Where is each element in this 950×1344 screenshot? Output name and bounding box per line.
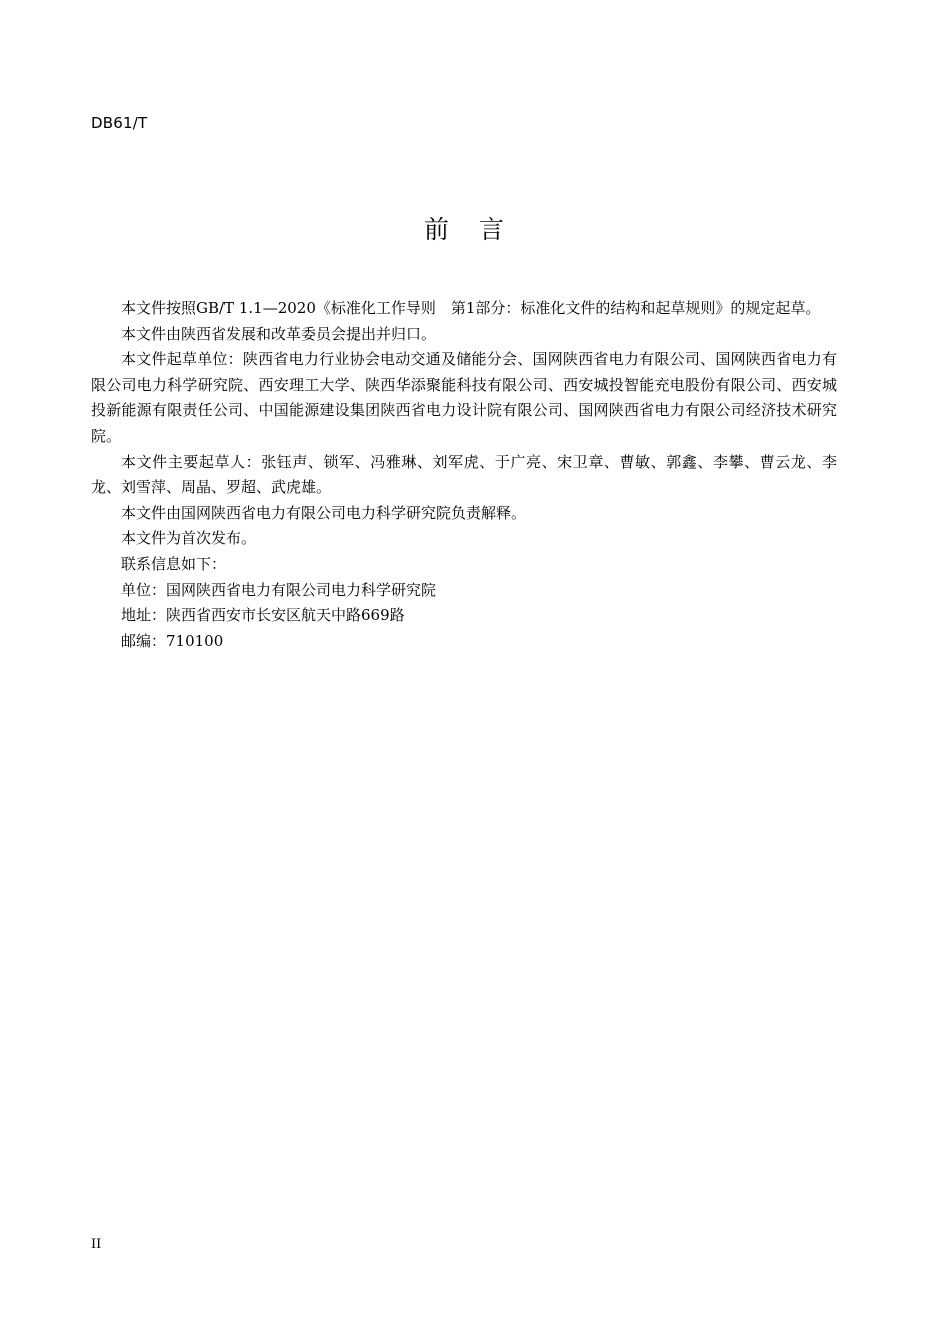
title-char-2: 言 (479, 215, 505, 244)
paragraph-contact-unit: 单位：国网陕西省电力有限公司电力科学研究院 (121, 580, 437, 599)
page-title (0, 210, 928, 246)
paragraph-drafters: 本文件主要起草人：张钰声、锁军、冯雅琳、刘军虎、于广亮、宋卫章、曹敏、郭鑫、李攀、曹云龙、李龙、刘雪萍、周晶、罗超、武虎雄。 (91, 452, 837, 497)
paragraph-interpretation: 本文件由国网陕西省电力有限公司电力科学研究院负责解释。 (121, 503, 527, 522)
foreword-body (91, 296, 837, 654)
paragraph-contact-intro: 联系信息如下： (121, 554, 227, 573)
paragraph-first-release: 本文件为首次发布。 (121, 529, 257, 548)
document-code: DB61/T (91, 114, 148, 132)
title-char-1: 前 (423, 215, 449, 244)
paragraph-contact-address: 地址：陕西省西安市长安区航天中路669路 (121, 606, 405, 625)
page-number: II (91, 1237, 102, 1252)
paragraph-contact-postcode: 邮编：710100 (121, 631, 224, 650)
paragraph-drafting-rules: 本文件按照GB/T 1.1—2020《标准化工作导则 第1部分：标准化文件的结构和起草规则》的规定起草。 (121, 299, 821, 317)
paragraph-drafting-units: 本文件起草单位：陕西省电力行业协会电动交通及储能分会、国网陕西省电力有限公司、国网陕西省电力有限公司电力科学研究院、西安理工大学、陕西华添聚能科技有限公司、西安城投智能充电股份有限公司、西安城投新能源有限责任公司、中国能源建设集团陕西省电力设计院有限公司、国网陕西省电力有限公司经济技术研究院。 (91, 350, 837, 445)
paragraph-proposer: 本文件由陕西省发展和改革委员会提出并归口。 (121, 324, 437, 343)
